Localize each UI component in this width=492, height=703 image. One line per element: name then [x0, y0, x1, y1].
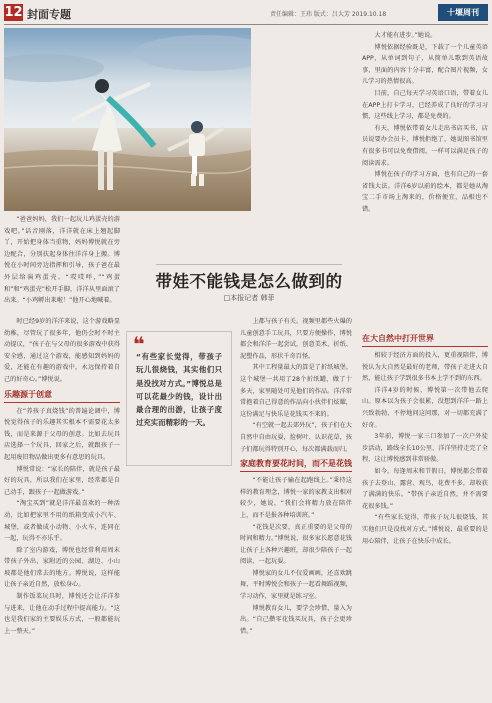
- paragraph: 博悦依据经验既是，下载了一个儿童英语APP，从单词到句子，从简单儿歌到英语故事，里面的内容十分丰富，配合图片视频，女儿学习的热情很高。: [362, 43, 488, 86]
- paragraph: “爸爸妈妈，我们一起玩儿鸡蛋壳的游戏吧。”话音刚落，洋洋就在床上翘起脚丫，开始把身体当重物，妈妈博悦就在旁边配合，分别扶起身体往洋洋身上搬。博悦在小时间旁边指挥和引导，孩子爸在最外层给演鸡蛋壳。“哎哎咩，”“鸡蛋和”和“鸡蛋壳”松开手脚，洋洋从里面滚了出来。“小鸡孵出来啦！”他开心地喊着。: [4, 216, 120, 305]
- paragraph: 有天，博悦依带着女儿走出书店买书，店员说要办会员卡，博悦拒绝了，她说图书馆里有很多书可以免费借阅，一样可以满足孩子的阅读需求。: [362, 124, 488, 167]
- paragraph: 博悦在孩子的学习方面，也有自己的一套省钱大法。洋洋6岁以前的绘本，都是她从淘宝二手市场上淘来的，价格便宜，品相也不错。: [362, 171, 488, 213]
- article-title: 带娃不能钱是怎么做到的: [155, 272, 343, 291]
- pull-quote-text: “有些家长觉得，带孩子玩儿很烧钱，其实他们只是没找对方式。”博悦总是可以花最少的钱，设计出最合理的出游，让孩子度过充实而精彩的一天。: [136, 352, 222, 428]
- paragraph: 在“养孩子真烧钱”的普遍论调中，博悦觉得孩子的乐趣其实根本不需要花太多钱，而是来源于父母的创意。比如去玩具店选择一个玩具，回家之后，就跟孩子一起用废旧物品做出更多有意思的玩具。: [4, 407, 120, 461]
- paragraph: 除了室内游戏，博悦也经常利用周末带孩子外出，家附近的公园、湖边、小山坡都是他们常去的地方。博悦说，这样能让孩子亲近自然，放松身心。: [4, 546, 120, 589]
- page-header: [0, 0, 492, 26]
- editor-credits: 责任编辑：王玮 版式：吕大芳 2019.10.18: [270, 11, 387, 18]
- paragraph: 制作饭菜玩具时，博悦还会让洋洋参与进来，让他在动手过程中提高能力。“这也是我们家的主要娱乐方式，一般都能玩上一整天。”: [4, 593, 120, 635]
- paragraph: “有空就一起去郊外玩”，孩子们在大自然中自由玩耍，捡树叶、认识花草，孩子们都玩得特别开心，每次都满载而归。: [240, 422, 352, 453]
- paragraph: 大才能有进步。”她说。: [374, 32, 437, 39]
- header-rule: [4, 24, 488, 25]
- paragraph: “不能让孩子输在起跑线上。”秉持这样的教育理念，博悦一家的家教支出相对较少，她说，“我们会将精力放在陪伴上，而不是报各种培训班。”: [240, 477, 352, 519]
- column-4-intro: [362, 30, 488, 330]
- paragraph: 博悦家的女儿不仅爱画画，还喜欢跳舞，平时博悦会和孩子一起看舞蹈视频，学习动作，家里就是练习室。: [240, 569, 352, 601]
- paragraph: 相较于经济方面的投入，更重视陪伴，博悦认为大自然是最好的老师，带孩子走进大自然，能让孩子学到很多书本上学不到的东西。: [362, 352, 488, 383]
- byline: □本报记者 韩菲: [223, 294, 275, 302]
- paragraph: 上都与孩子有关。视频里都些火爆的儿童创意手工玩具，只要方便操作，博悦都会和洋洋一起尝试，创意美术、折纸、泥塑作品，形状千奇百怪。: [240, 318, 352, 360]
- column-1-intro: [4, 214, 120, 314]
- paragraph: “淘宝买到”就是洋洋最喜欢的一种活动，比如把家里不用的纸箱变成小汽车、城堡，或者做成小动物、小火车，连同在一起，玩得不亦乐乎。: [4, 500, 120, 543]
- paragraph: 博悦常说：“家长的陪伴，就是孩子最好的玩具，所以我们在家里，经常都是自己动手，跟孩子一起做游戏。”: [4, 465, 120, 496]
- publication-logo: 十堰周刊: [438, 4, 488, 21]
- column-4-body: [362, 330, 488, 701]
- column-1-body: [4, 316, 120, 701]
- beach-photo: [4, 28, 251, 211]
- quote-mark-icon: ❝: [133, 332, 145, 356]
- paragraph: “有些家长觉得，带孩子玩儿很烧钱，其实他们只是没找对方式。”博悦说，最重要的是用心陪伴，让孩子在快乐中成长。: [362, 514, 488, 545]
- page-number: 12: [4, 5, 23, 20]
- paragraph: 博悦教育女儿，要学会珍惜，量入为出。“自己攒零花钱买玩具，孩子会更珍惜。”: [240, 604, 352, 635]
- paragraph: 其中工程量最大的算是了折纸城堡。这个城堡一共用了28个折纸罐，做了十多天，家里随处可见他们的作品。洋洋常常抱着自己得意的作品向小伙伴们炫耀，这份满足与快乐是花钱买不来的。: [240, 364, 352, 418]
- title-rule: [156, 264, 342, 265]
- pull-quote: [126, 331, 232, 466]
- subhead-fun-from-creativity: 乐趣源于创意: [4, 386, 120, 403]
- paragraph: 如今，每逢周末和节假日，博悦都会带着孩子去登山、露营、观鸟，花费不多，却收获了满满的快乐。“带孩子亲近自然，并不需要花很多钱。”: [362, 467, 488, 510]
- paragraph: 时已经9岁的洋洋来说，这个游戏略显幼稚，尽管玩了很多年，他仍会时不时主动提议，“孩子在与父母的很多游戏中获得安全感，通过这个游戏，能感知到妈妈的爱，还能在有趣的游戏中，永远保持着自己的好奇心。”博悦说。: [4, 318, 120, 383]
- paragraph: 3年前，博悦一家三口参加了一次户外徒步活动，路线全长10公里，洋洋坚持走完了全程，这让博悦感到非常骄傲。: [362, 433, 488, 464]
- paragraph: 目前，自己每天学习英语口语，带着女儿在APP上打卡学习，已经养成了良好的学习习惯，这些线上学习，都是免费的。: [362, 89, 488, 121]
- paragraph: “花钱是次要，真正重要的是父母的时间和精力。”博悦说，很多家长愿意花钱让孩子上各种兴趣班，却很少陪孩子一起阅读、一起玩耍。: [240, 523, 352, 566]
- subhead-nature: 在大自然中打开世界: [362, 330, 488, 347]
- paragraph: 洋洋4岁的时候，博悦第一次带他去爬山。原本以为孩子会很累，没想到洋洋一路上兴致勃勃，不停地问这问那，对一切都充满了好奇。: [362, 386, 488, 429]
- subhead-family-education: 家庭教育要花时间，而不是花钱: [240, 455, 352, 472]
- section-title: 封面专题: [27, 8, 71, 21]
- column-3-body: [240, 316, 352, 701]
